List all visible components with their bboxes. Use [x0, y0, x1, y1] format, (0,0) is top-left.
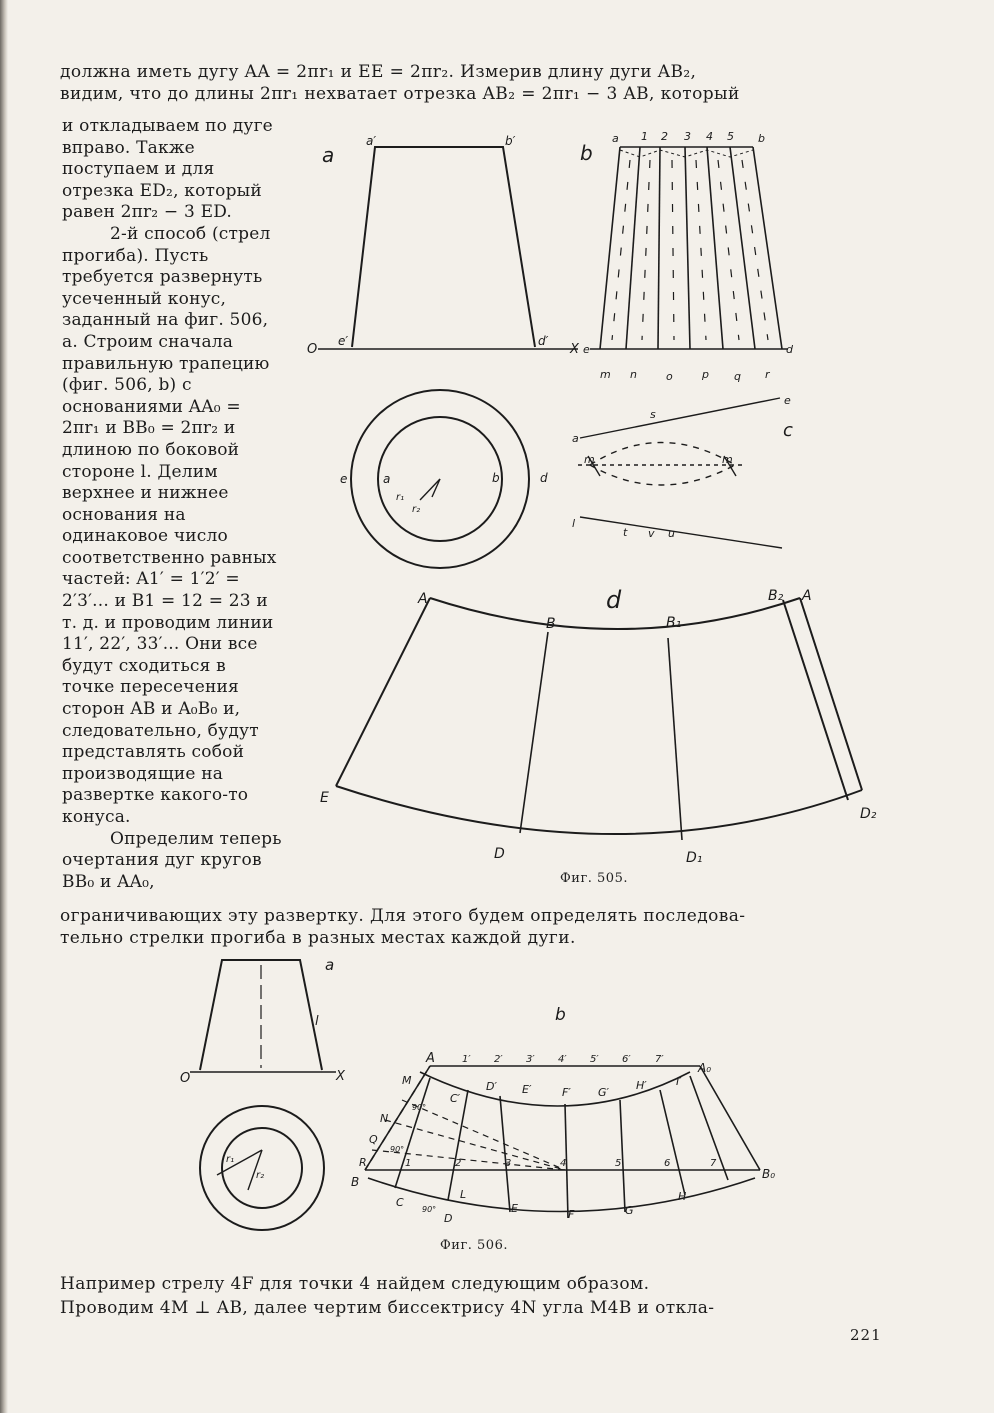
fig505-concentric-circles: [351, 390, 529, 568]
fig505-d-label-B2: B₂: [768, 588, 784, 604]
fig505-ring-label-r2: r₂: [412, 504, 421, 515]
fig506-label-D1: D′: [486, 1080, 497, 1093]
fig506-label-A0: A₀: [698, 1061, 712, 1075]
fig505-c-label-v: v: [648, 527, 655, 540]
fig506-label-E: E: [511, 1202, 518, 1215]
fig506-label-m6: 6: [664, 1158, 671, 1169]
fig506-label-t2: 2′: [494, 1054, 503, 1065]
fig505-label-b1: b′: [505, 134, 516, 148]
text-line-bottom-2: Проводим 4M ⊥ AB, далее чертим биссектрису 4N угла M4B и откла-: [60, 1298, 715, 1318]
fig506-label-t1: 1′: [462, 1054, 471, 1065]
fig505-b-label-p: p: [702, 368, 709, 381]
paragraph-method-2: 2-й способ (стрел прогиба). Пусть требуется развернуть усеченный конус, заданный на фиг. 506, a. Строим сначала правильную трапецию (фиг. 506, b) с основаниями AA₀ = 2πr₁ и BB₀ = 2πr₂ и длиною по боковой стороне l. Делим верхнее и нижнее основания на одинаковое число соответственно равных частей: A1′ = 1′2′ = 2′3′... и B1 = 12 = 23 и т. д. и проводим линии 11′, 22′, 33′... Они все будут сходиться в точке пересечения сторон AB и A₀B₀ и, следовательно, будут представлять собой производящие на развертке какого-то конуса.: [62, 223, 277, 827]
fig505-c-construction: [578, 398, 782, 548]
fig505-label-c: c: [783, 420, 793, 441]
left-text-column: [62, 116, 282, 893]
fig505-d-label-B1: B₁: [666, 615, 682, 631]
fig506-label-B0: B₀: [762, 1167, 776, 1181]
fig506-a-trapezoid: [190, 960, 336, 1072]
fig505-d-label-A2: A: [802, 588, 812, 604]
fig506-label-I1: I′: [676, 1075, 682, 1088]
fig506-label-m1: 1: [405, 1158, 412, 1169]
fig505-ring-label-d: d: [540, 471, 548, 485]
paragraph-arcs: Определим теперь очертания дуг кругов BB₀ и AA₀,: [62, 828, 282, 892]
fig505-caption: Фиг. 505.: [560, 871, 628, 886]
fig505-b-divided-trapezoid: [590, 147, 788, 349]
fig505-ring-label-r1: r₁: [396, 492, 405, 503]
fig505-ring-label-b: b: [492, 471, 500, 485]
fig506-label-a: a: [325, 956, 335, 974]
fig506-label-l: l: [315, 1014, 319, 1029]
fig505-b-label-5: 5: [727, 130, 734, 143]
fig506-label-B: B: [351, 1175, 360, 1189]
fig506-label-A: A: [426, 1051, 435, 1066]
fig506-label-m2: 2: [455, 1158, 462, 1169]
fig506-label-H: H: [678, 1190, 687, 1203]
fig506-label-C1: C′: [450, 1092, 461, 1105]
fig506-label-m3: 3: [505, 1158, 512, 1169]
fig506-label-F: F: [568, 1208, 575, 1221]
fig506-label-C: C: [396, 1196, 404, 1209]
fig506-label-r1: r₁: [226, 1154, 235, 1165]
fig506-caption: Фиг. 506.: [440, 1238, 508, 1253]
fig505-b-label-b: b: [758, 132, 765, 145]
fig506-label-deg2: 90°: [390, 1145, 405, 1154]
fig506-label-t6: 6′: [622, 1054, 631, 1065]
fig505-b-label-3: 3: [684, 130, 691, 143]
fig505-label-d: d: [606, 586, 622, 614]
fig506-label-G: G: [625, 1204, 634, 1217]
fig506-label-Q: Q: [369, 1133, 378, 1146]
fig505-d-development: [336, 598, 862, 840]
fig505-b-label-d: d: [786, 343, 793, 356]
fig505-ring-label-a: a: [383, 472, 391, 486]
fig505-b-label-4: 4: [706, 130, 713, 143]
fig505-d-label-B: B: [546, 616, 556, 632]
fig505-b-label-n: n: [630, 368, 637, 381]
fig505-c-label-u: u: [668, 527, 675, 540]
fig506-label-deg1: 90°: [412, 1103, 427, 1112]
fig506-label-N: N: [380, 1112, 389, 1125]
fig506-label-m7: 7: [710, 1158, 717, 1169]
fig505-b-label-m: m: [600, 368, 611, 381]
book-spine-shadow: [0, 0, 8, 1413]
fig505-c-label-s: s: [650, 408, 656, 421]
fig505-d-label-D: D: [494, 846, 505, 862]
fig506-label-F1: F′: [562, 1086, 571, 1099]
paragraph-continuation: и откладываем по дуге вправо. Также поступаем и для отрезка ED₂, который равен 2πr₂ − 3 ED.: [62, 116, 273, 223]
fig505-c-label-l: l: [572, 517, 576, 530]
fig505-d-label-A: A: [418, 591, 428, 607]
text-line-after-fig-2: тельно стрелки прогиба в разных местах каждой дуги.: [60, 928, 576, 948]
fig506-label-m4: 4: [560, 1158, 567, 1169]
fig506-label-t5: 5′: [590, 1054, 599, 1065]
page-number: 221: [850, 1326, 882, 1344]
fig506-label-H1: H′: [636, 1079, 647, 1092]
fig506-label-r2: r₂: [256, 1170, 265, 1181]
fig505-b-label-a: a: [612, 132, 619, 145]
fig505-label-O: O: [307, 342, 318, 357]
fig505-a-trapezoid: [318, 147, 578, 349]
fig506-label-L: L: [460, 1188, 467, 1201]
text-line-1: должна иметь дугу AA = 2πr₁ и EE = 2πr₂. Измерив длину дуги AB₂,: [60, 62, 697, 82]
fig506-label-m5: 5: [615, 1158, 622, 1169]
fig505-c-label-m1: m: [584, 453, 595, 466]
fig506-label-E1: E′: [522, 1083, 532, 1096]
fig505-label-d1: d′: [538, 334, 549, 348]
fig506-label-X: X: [336, 1069, 345, 1084]
fig506-label-deg3: 90°: [422, 1205, 437, 1214]
fig505-b-label-r: r: [765, 368, 770, 381]
text-line-2: видим, что до длины 2πr₁ нехватает отрезка AB₂ = 2πr₁ − 3 AB, который: [60, 84, 740, 104]
fig505-d-label-D1: D₁: [686, 850, 703, 866]
fig505-label-a: a: [322, 143, 335, 167]
text-line-after-fig-1: ограничивающих эту развертку. Для этого будем определять последова-: [60, 906, 746, 926]
fig506-label-R: R: [359, 1156, 367, 1169]
fig505-b-label-o: o: [666, 370, 673, 383]
fig506-label-D: D: [444, 1212, 453, 1225]
fig506-label-t7: 7′: [655, 1054, 664, 1065]
fig506-label-G1: G′: [598, 1086, 610, 1099]
fig506-label-O: O: [180, 1071, 191, 1086]
text-line-bottom-1: Например стрелу 4F для точки 4 найдем следующим образом.: [60, 1274, 650, 1294]
fig505-b-label-e: e: [583, 343, 590, 356]
fig505-c-label-t: t: [623, 526, 628, 539]
fig506-label-t4: 4′: [558, 1054, 567, 1065]
fig505-ring-label-e: e: [340, 472, 348, 486]
fig505-d-label-E: E: [320, 790, 329, 806]
fig505-label-a1: a′: [366, 134, 377, 148]
fig506-label-t3: 3′: [526, 1054, 535, 1065]
fig505-label-X: X: [570, 342, 579, 357]
fig505-b-label-1: 1: [641, 130, 648, 143]
fig506-concentric-circles: [200, 1106, 324, 1230]
fig506-b-development: [365, 1066, 760, 1218]
fig505-d-label-D2: D₂: [860, 806, 877, 822]
fig506-label-M: M: [402, 1074, 412, 1087]
fig505-b-label-2: 2: [661, 130, 668, 143]
fig505-c-label-m2: m: [722, 453, 733, 466]
fig505-c-label-a: a: [572, 432, 579, 445]
fig505-label-e1: e′: [338, 334, 349, 348]
fig505-label-b: b: [580, 141, 593, 165]
fig505-b-label-q: q: [734, 370, 741, 383]
fig505-c-label-e: e: [784, 394, 791, 407]
fig506-label-b: b: [555, 1005, 566, 1025]
